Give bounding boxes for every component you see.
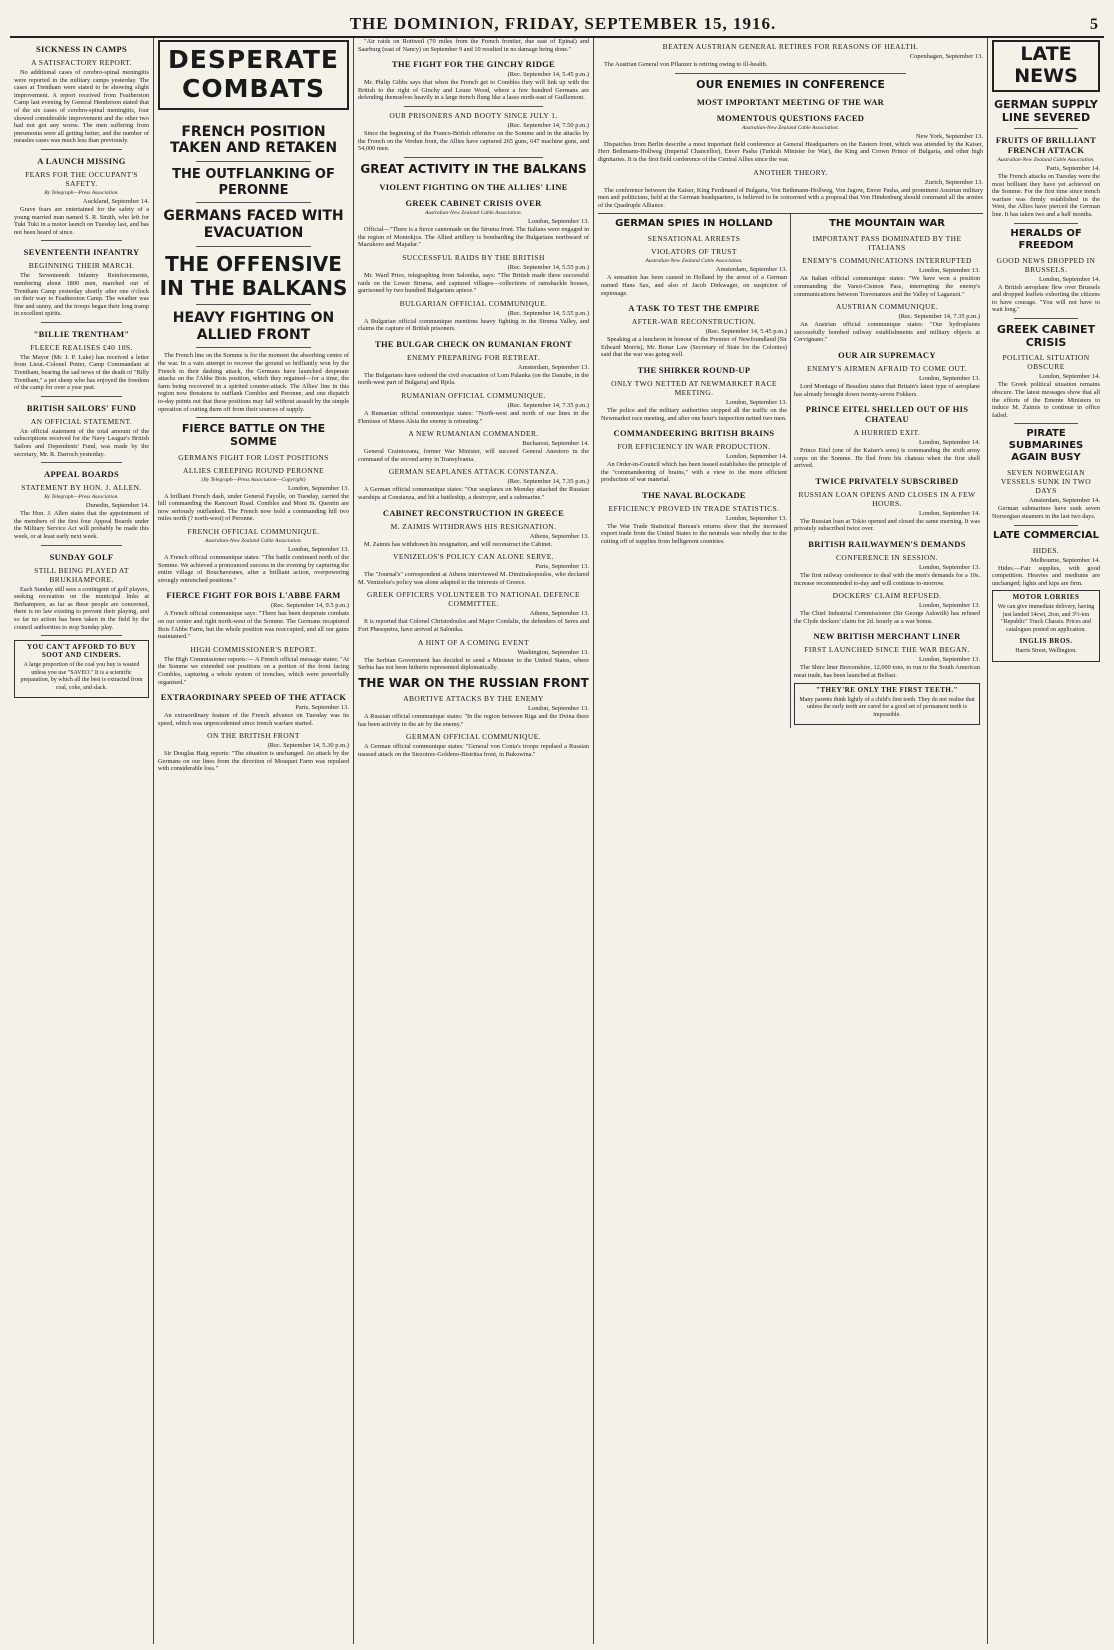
dateline: (Rec. September 14, 7.35 p.m.): [507, 478, 589, 486]
column-4: [594, 38, 988, 1644]
ad-body: A large proportion of the coal you buy is wasted unless you use "SAVEO." It is a scientific preparation, by which all the best is extracted from coal, coke, and slack.: [20, 662, 143, 691]
article-heading: THE FIGHT FOR THE GINCHY RIDGE: [391, 59, 556, 70]
divider: [404, 106, 543, 107]
article-heading: A TASK TO TEST THE EMPIRE: [628, 303, 760, 314]
headline-deck: FRENCH POSITION TAKEN AND RETAKEN: [169, 123, 338, 157]
article-body: Mr. Ward Price, telegraphing from Salonika, says: "The British made three successful raids on the Lower Struma, and captured villages—collections of ramshackle houses, garrisoned by two hundred Bulgarians apiece.": [358, 271, 589, 295]
dateline: London, September 14.: [918, 509, 980, 517]
column-3: [354, 38, 594, 1644]
ad-title: YOU CAN'T AFFORD TO BUY SOOT AND CINDERS.: [26, 643, 137, 660]
article-heading: BRITISH RAILWAYMEN'S DEMANDS: [808, 539, 966, 550]
article-subheading: GREEK CABINET CRISIS OVER: [405, 198, 542, 209]
agency-line: By Telegraph—Press Association.: [44, 494, 119, 501]
page-number: 5: [1090, 16, 1098, 33]
article-heading: THE NAVAL BLOCKADE: [642, 489, 746, 500]
dateline: London, September 13.: [725, 514, 787, 522]
article-subheading: ANOTHER THEORY.: [753, 167, 828, 177]
article-subheading: IMPORTANT PASS DOMINATED BY THE ITALIANS: [812, 234, 962, 253]
dateline: (Rec. September 14, 5.55 p.m.): [507, 263, 589, 271]
article-subheading: VIOLENT FIGHTING ON THE ALLIES' LINE: [379, 182, 568, 193]
ad-address: Harris Street, Wellington.: [1015, 648, 1077, 655]
dateline: (Rec. September 14, 5.55 p.m.): [507, 309, 589, 317]
article-body: The "Journal's" correspondent at Athens interviewed M. Dimitrakopoulos, who declared M. Venizelos's policy was alone adapted to the interests of Greece.: [358, 571, 589, 586]
dateline: London, September 13.: [918, 602, 980, 610]
dateline: Amsterdam, September 13.: [715, 266, 787, 274]
divider: [41, 396, 122, 397]
article-body: Each Sunday still sees a contingent of golf players, seeking recreation on the municipal links at Berhampore, as far as these people are concerned, there is no law existing to prevent their playing, and so far no action has been taken in the field by the council authorities to stop Sunday play.: [14, 585, 149, 631]
main-headline: DESPERATE COMBATS: [158, 40, 349, 110]
divider: [41, 462, 122, 463]
divider: [196, 417, 311, 418]
article-heading: GERMAN SUPPLY LINE SEVERED: [994, 97, 1098, 124]
divider: [196, 202, 311, 203]
dateline: London, September 14.: [725, 453, 787, 461]
dateline: Amsterdam, September 13.: [517, 363, 589, 371]
agency-line: Australian-New Zealand Cable Association.: [424, 210, 523, 217]
article-subheading: ON THE BRITISH FRONT: [207, 731, 300, 741]
article-heading: NEW BRITISH MERCHANT LINER: [813, 631, 961, 642]
article-subheading: FIRST LAUNCHED SINCE THE WAR BEGAN.: [804, 645, 970, 655]
article-subheading: FOR EFFICIENCY IN WAR PRODUCTION.: [617, 442, 771, 452]
dateline: London, September 13.: [918, 564, 980, 572]
dateline: Athens, September 13.: [529, 610, 589, 618]
dateline: (Rec. September 14, 5.45 p.m.): [507, 71, 589, 79]
dateline: Paris, September 13.: [535, 563, 589, 571]
dateline: (Rec. September 14, 5.30 p.m.): [267, 742, 349, 750]
article-body: A sensation has been caused in Holland by the arrest of a German named Hans Sax, and also of Jacob Dirkwager, on suspicion of espionage.: [601, 274, 787, 297]
article-body: A Rumanian official communique states: "North-west and north of our lines in the Flemisse of Mares Alsia the enemy is retreating.": [358, 410, 589, 425]
article-heading: THE WAR ON THE RUSSIAN FRONT: [358, 675, 589, 690]
article-body: The Serbian Government has decided to send a Minister to the United States, where Serbia has not been hitherto represented diplomatically.: [358, 656, 589, 672]
article-body: An extraordinary feature of the French advance on Tuesday was its speed, which was unprecedented since trench warfare started.: [158, 712, 349, 727]
headline-deck: GERMANS FACED WITH EVACUATION: [163, 208, 344, 242]
article-body: The first railway conference to deal with the men's demands for a 10s. increase recommended to-day and will continue to-morrow.: [794, 572, 980, 587]
split-columns: [598, 214, 983, 728]
dateline: London, September 13.: [918, 267, 980, 275]
article-subheading: M. ZAIMIS WITHDRAWS HIS RESIGNATION.: [390, 521, 557, 531]
article-heading: SUNDAY GOLF: [49, 551, 114, 562]
article-subheading: ENEMY PREPARING FOR RETREAT.: [406, 352, 541, 362]
divider: [196, 304, 311, 305]
ad-body: We can give immediate delivery, having just landed 14cwt, 2ton, and 3½-ton "Republic" Truck Chassis. Prices and catalogues posted on application.: [997, 604, 1095, 633]
divider: [404, 157, 543, 158]
article-body: An official statement of the total amount of the subscriptions received for the Navy League's British Sailors and Dependents' Fund, was made by the secretary, Mr. R. Darroch yesterday.: [14, 427, 149, 458]
dateline: London, September 14.: [1038, 373, 1100, 381]
article-subheading: GERMAN OFFICIAL COMMUNIQUE.: [406, 732, 541, 742]
agency-line: Australian-New Zealand Cable Association.: [997, 157, 1095, 164]
ad-title: "THEY'RE ONLY THE FIRST TEETH.": [816, 685, 958, 694]
article-subheading: A NEW RUMANIAN COMMANDER.: [408, 429, 539, 439]
article-body: Speaking at a luncheon in honour of the Premier of Newfoundland (Sir Edward Morris), Mr. Bonar Law (Secretary of State for the Colonies) said that the war was going well.: [601, 336, 787, 359]
dateline: New York, September 13.: [915, 132, 983, 140]
article-heading: PRINCE EITEL SHELLED OUT OF HIS CHATEAU: [805, 404, 969, 425]
dateline: Dunedin, September 14.: [85, 502, 149, 510]
article-subheading: STATEMENT BY HON. J. ALLEN.: [21, 483, 142, 493]
divider: [1014, 318, 1079, 319]
column-2: [154, 38, 354, 1644]
article-subheading: STILL BEING PLAYED AT BRUKHAMPORE.: [34, 565, 129, 584]
article-heading: A LAUNCH MISSING: [37, 155, 126, 166]
dateline: London, September 13.: [725, 398, 787, 406]
article-heading: THE BULGAR CHECK ON RUMANIAN FRONT: [375, 338, 572, 349]
article-heading: GREAT ACTIVITY IN THE BALKANS: [360, 161, 587, 176]
article-heading: SEVENTEENTH INFANTRY: [23, 247, 140, 258]
ad-advertiser: INGLIS BROS.: [1019, 637, 1073, 646]
article-body: The Bulgarians have ordered the civil evacuation of Lom Palanka (on the Danube, in the north-west part of Bulgaria) and Rjela.: [358, 371, 589, 387]
headline-deck: THE OUTFLANKING OF PERONNE: [172, 167, 335, 198]
article-heading: THE MOUNTAIN WAR: [829, 218, 945, 230]
advertisement: [14, 640, 149, 698]
dateline: (Rec. September 14, 7.50 p.m.): [507, 121, 589, 129]
dateline: (Rec. September 14, 7.35 p.m.): [898, 313, 980, 321]
late-news-banner: LATE NEWS: [992, 40, 1100, 92]
article-body: The Austrian General von Pflanzer is retiring owing to ill-health.: [604, 61, 768, 68]
article-body: A Russian official communique states: "In the region between Riga and the Dvina there has been activity in the air by the enemy.": [358, 713, 589, 728]
article-body: A brilliant French dash, under General Fayolle, on Tuesday, carried the hill commanding the Rancourt Road. Combles and Mont St. Quentin are now seriously outflanked. The French now hold a commanding hill two miles north (? north-west) of Peronne.: [158, 492, 349, 523]
dateline: Paris, September 13.: [295, 704, 349, 712]
dateline: Melbourne, September 14.: [1030, 556, 1100, 564]
article-subheading: ENEMY'S AIRMEN AFRAID TO COME OUT.: [807, 363, 967, 373]
ad-title: MOTOR LORRIES: [1012, 593, 1080, 602]
article-body: An Order-in-Council which has been issued establishes the principle of the "commandeering of brains," with a view to the more efficient production of war material.: [601, 461, 787, 484]
article-subheading: AFTER-WAR RECONSTRUCTION.: [631, 317, 757, 327]
article-subheading: ABORTIVE ATTACKS BY THE ENEMY: [403, 694, 544, 704]
article-body: An Austrian official communique states: "Our hydroplanes successfully bombed railway establishments and military objects at Cervignano.": [794, 321, 980, 344]
dateline: London, September 13.: [527, 218, 589, 226]
article-body: A French official communique says: "There has been desperate combats on our centre and right north-west of the Somme. The Germans recaptured Bois l'Abbe Farm, but the whole position was reoccupied, and all our gains maintained.": [158, 610, 349, 641]
article-body: A French official communique states: "The battle continued north of the Somme. We achieved a pronounced success in the evening by capturing the entire village of Bouchavesnes, after a brilliant action, overpowering strongly entrenched positions.": [158, 553, 349, 584]
article-subheading: SENSATIONAL ARRESTS: [647, 234, 741, 244]
article-subheading: A HURRIED EXIT.: [853, 428, 921, 438]
article-body: Since the beginning of the Franco-British offensive on the Somme and in the attacks by the French on the Verdun front, the Allies have captured 265 guns, 647 machine guns, and 54,000 men.: [358, 129, 589, 153]
agency-line: Australian-New Zealand Cable Association.: [645, 258, 743, 265]
article-subheading: HIGH COMMISSIONER'S REPORT.: [190, 644, 317, 654]
article-heading: APPEAL BOARDS: [44, 469, 119, 480]
sub-column-right: [791, 214, 983, 728]
article-heading: HERALDS OF FREEDOM: [1010, 227, 1082, 251]
article-body: The Shire liner Breconshire, 12,000 tons, to run to the South American meat trade, has been launched at Belfast.: [794, 664, 980, 680]
dateline: London, September 13.: [287, 484, 349, 492]
ad-body: Many parents think lightly of a child's first teeth. They do not realise that unless the early teeth are cared for a good set of permanent teeth is impossible.: [799, 696, 975, 718]
dateline: Auckland, September 14.: [82, 197, 149, 205]
article-subheading: ALLIES CREEPING ROUND PERONNE: [183, 465, 324, 475]
dateline: London, September 14.: [1038, 275, 1100, 283]
divider: [1014, 423, 1079, 424]
masthead-title: THE DOMINION, FRIDAY, SEPTEMBER 15, 1916.: [349, 14, 777, 33]
article-subheading: BEGINNING THEIR MARCH.: [28, 261, 135, 271]
agency-line: By Telegraph—Press Association.: [44, 189, 119, 196]
headline-deck: THE OFFENSIVE IN THE BALKANS: [159, 251, 348, 300]
divider: [1014, 128, 1079, 129]
dateline: Copenhagen, September 13.: [909, 53, 983, 60]
article-body: The War Trade Statistical Bureau's returns show that the increased export trade from the United States to the neutrals was wholly due to the cutting off of supplies from belligerent countries.: [601, 522, 787, 546]
dateline: Washington, September 13.: [517, 648, 589, 656]
article-subheading: CONFERENCE IN SESSION.: [836, 553, 938, 563]
article-heading: TWICE PRIVATELY SUBSCRIBED: [815, 475, 959, 486]
article-heading: OUR AIR SUPREMACY: [838, 349, 936, 360]
dateline: London, September 13.: [918, 656, 980, 664]
article-heading: COMMANDEERING BRITISH BRAINS: [613, 428, 775, 439]
article-subheading: FLEECE REALISES £40 10S.: [30, 342, 133, 352]
article-subheading: FRUITS OF BRILLIANT FRENCH ATTACK: [995, 135, 1097, 156]
article-subheading: ONLY TWO NETTED AT NEWMARKET RACE MEETING.: [611, 378, 777, 397]
article-body: General Crainiceanu, former War Minister, will succeed General Anestoro in the command of the second army in Transylvania.: [358, 448, 589, 463]
dateline: London, September 13.: [287, 545, 349, 553]
divider: [41, 240, 122, 241]
article-subheading: GERMAN SEAPLANES ATTACK CONSTANZA.: [388, 467, 559, 477]
agency-line: Australian-New Zealand Cable Association.: [204, 537, 303, 544]
sub-column-left: [598, 214, 791, 728]
article-body: Hides.—Fair supplies, with good competition. Heavies and mediums are unchanged; lights and kips are firm.: [992, 564, 1100, 587]
article-body: Sir Douglas Haig reports: "The situation is unchanged. An attack by the Germans on our lines from the direction of Mouquet Farm was repulsed with considerable loss.": [158, 750, 349, 773]
article-heading: CABINET RECONSTRUCTION IN GREECE: [382, 507, 565, 518]
article-subheading: GERMANS FIGHT FOR LOST POSITIONS: [178, 452, 329, 462]
article-body: Grave fears are entertained for the safety of a young married man named S. R. Smith, who left for Tuki Tuki in a motor launch on Tuesday last, and has not been heard of since.: [14, 205, 149, 236]
article-body: A Bulgarian official communique mentions heavy fighting in the Struma Valley, and claims the capture of British prisoners.: [358, 317, 589, 333]
article-heading: PIRATE SUBMARINES AGAIN BUSY: [1008, 428, 1084, 464]
article-subheading: BEATEN AUSTRIAN GENERAL RETIRES FOR REASONS OF HEALTH.: [662, 42, 919, 51]
article-body: The Hon. J. Allen states that the appointment of the members of the first four Appeal Boards under the Military Service Act will probably be made this week, or at least early next week.: [14, 510, 149, 540]
article-body: The police and the military authorities stopped all the traffic on the Newmarket race meeting, and after one hour's inspection netted two men.: [601, 406, 787, 422]
article-heading: BRITISH SAILORS' FUND: [26, 402, 137, 413]
article-subheading: RUSSIAN LOAN OPENS AND CLOSES IN A FEW HOURS.: [798, 489, 976, 508]
dateline: Zurich, September 13.: [924, 178, 983, 186]
article-subheading: GREEK OFFICERS VOLUNTEER TO NATIONAL DEFENCE COMMITTEE.: [367, 590, 580, 609]
agency-line: Australian-New Zealand Cable Association.: [741, 124, 840, 131]
dateline: London, September 13.: [918, 374, 980, 382]
article-heading: GREEK CABINET CRISIS: [996, 323, 1096, 350]
divider: [41, 635, 122, 636]
article-subheading: FRENCH OFFICIAL COMMUNIQUE.: [187, 526, 320, 536]
headline-deck: HEAVY FIGHTING ON ALLIED FRONT: [172, 309, 335, 343]
advertisement: [794, 683, 980, 726]
article-body: An Italian official communique states: "We have won a position commanding the Vanoi-Cismon Pass, interrupting the enemy's communications between Travenanzes and the Valley of Lagazuoi.": [794, 275, 980, 298]
article-subheading: VENIZELOS'S POLICY CAN ALONE SERVE.: [393, 552, 554, 562]
article-body: No additional cases of cerebro-spinal meningitis were reported in the military camps yesterday. The cases at Trentham were stated to be showing slight improvement. A report received from Featherston Camp last evening by General Henderson stated that of the six cases of cerebro-spinal meningitis, four showed considerable improvement and the other two had not got any worse. The men suffering from pneumonia were all getting better, and the number of measles cases was much less than previously.: [14, 69, 149, 145]
dateline: (Rec. September 14, 9.5 p.m.): [270, 602, 349, 610]
article-subheading: BULGARIAN OFFICIAL COMMUNIQUE.: [399, 298, 548, 308]
dateline: (Rec. September 14, 5.45 p.m.): [705, 328, 787, 336]
article-subheading: AUSTRIAN COMMUNIQUE.: [835, 302, 939, 312]
masthead: [10, 8, 1104, 38]
dateline: (Rec. September 14, 7.35 p.m.): [507, 402, 589, 410]
article-subheading: MOMENTOUS QUESTIONS FACED: [716, 112, 865, 123]
columns: [10, 38, 1104, 1644]
article-subheading: SEVEN NORWEGIAN VESSELS SUNK IN TWO DAYS: [1000, 468, 1092, 496]
article-subheading: SUCCESSFUL RAIDS BY THE BRITISH: [402, 252, 545, 262]
article-subheading: A HINT OF A COMING EVENT: [418, 637, 529, 647]
article-subheading: MOST IMPORTANT MEETING OF THE WAR: [696, 96, 885, 107]
dateline: London, September 13.: [527, 705, 589, 713]
article-subheading: DOCKERS' CLAIM REFUSED.: [832, 591, 942, 601]
dateline: Paris, September 14.: [1046, 165, 1100, 173]
article-heading: FIERCE BATTLE ON THE SOMME: [181, 422, 326, 449]
article-body: The Greek political situation remains obscure. The latest messages show that all the efforts of the Entente Ministers to induce M. Zaimis to continue in office failed.: [992, 381, 1100, 419]
article-body: The French attacks on Tuesday were the most brilliant they have yet achieved on the Somme. For the first time since trench warfare was firmly established in the West, the Allies have pierced the German line. It has taken two and a half months.: [992, 173, 1100, 219]
article-subheading: AN OFFICIAL STATEMENT.: [30, 416, 133, 426]
article-body: The Mayor (Mr. J. P. Luke) has received a letter from Lieut.-Colonel Potter, Camp Commandant at Trentham, bearing the sad news of the death of "Billy Trentham," a pet sheep who has enjoyed the freedom of the camp for over a year past.: [14, 353, 149, 392]
article-body: Prince Eitel (one of the Kaiser's sons) is commanding the sixth army corps on the Somme. He fled from his chateau when the first shell arrived.: [794, 447, 980, 470]
divider: [196, 347, 311, 348]
article-body: Dispatches from Berlin describe a most important field conference at General Headquarters on the Eastern front, which was attended by the Kaiser, Herr Bethmann-Hollweg (Imperial Chancellor), Enver Pasha (Turkish Minister for War), the King and Crown Prince of Bulgaria, and other high dignitaries. It is the first field conference of the Central Allies since the war.: [598, 140, 983, 163]
article-subheading: A SATISFACTORY REPORT.: [31, 58, 132, 67]
article-heading: SICKNESS IN CAMPS: [35, 44, 128, 54]
article-body: "Air raids on Rottweil (70 miles from the French frontier, due east of Epinal) and Saarburg (east of Nancy) on September 9 and 10 resulted in no damage being done.": [358, 38, 589, 53]
divider: [196, 246, 311, 247]
article-body: A German official communique states: "General von Conta's troops repulsed a Russian massed attack on the Siezotrez-Goldeno-Bistritsa front, in Bukowina.": [358, 743, 589, 758]
divider: [41, 322, 122, 323]
advertisement: [992, 590, 1100, 662]
article-subheading: ENEMY'S COMMUNICATIONS INTERRUPTED: [802, 256, 972, 266]
dateline: Bucharest, September 14.: [522, 440, 589, 448]
dateline: London, September 14.: [918, 439, 980, 447]
article-body: Mr. Philip Gibbs says that when the French get to Combles they will link up with the British to the right of Ginchy and Leuze Wood, where a few hundred Germans are defending themselves heavily in a large trench flung like a lasso north-east of Guillemont.: [358, 79, 589, 102]
article-heading: EXTRAORDINARY SPEED OF THE ATTACK: [160, 692, 347, 703]
article-subheading: EFFICIENCY PROVED IN TRADE STATISTICS.: [608, 503, 780, 513]
article-heading: "BILLIE TRENTHAM": [33, 328, 130, 339]
article-body: The conference between the Kaiser, King Ferdinand of Bulgaria, Von Bethmann-Hollweg, Von Jagow, Enver Pasha, and prominent Austrian military men and politicians, held at the German headquarters, is believed to be concerned with a proposal that Von Hindenburg should command all the armies of the Quadruple Alliance.: [598, 186, 983, 209]
divider: [675, 73, 906, 74]
article-body: A German official communique states: "Our seaplanes on Monday attacked the Russian warships at Constanza, and hit a battleship, a destroyer, and a submarine.": [358, 486, 589, 502]
article-body: M. Zaimis has withdrawn his resignation, and will reconstruct the Cabinet.: [364, 540, 553, 548]
divider: [1014, 223, 1079, 224]
article-heading: LATE COMMERCIAL: [993, 529, 1099, 541]
article-body: The Chief Industrial Commissioner (Sir George Askwith) has refused the Clyde dockers' claim for 2d. hourly as a war bonus.: [794, 610, 980, 625]
article-body: German submarines have sunk seven Norwegian steamers in the last two days.: [992, 505, 1100, 520]
article-body: Lord Montagu of Beaulieu states that Britain's latest type of aeroplane has already brought down twenty-seven Fokkers.: [794, 382, 980, 398]
article-heading: GERMAN SPIES IN HOLLAND: [615, 218, 773, 230]
article-heading: FIERCE FIGHT FOR BOIS L'ABBE FARM: [166, 590, 341, 601]
article-body: It is reported that Colonel Christodoulos and Major Condalis, the defenders of Seres and Fort Phesopetra, have arrived at Salonika.: [358, 618, 589, 634]
column-1: [10, 38, 154, 1644]
article-subheading: POLITICAL SITUATION OBSCURE: [1002, 353, 1090, 372]
article-subheading: RUMANIAN OFFICIAL COMMUNIQUE.: [401, 391, 546, 401]
article-body: Official—"There is a fierce cannonade on the Struma front. The Italians were engaged in the region of Montokjos. The Allied artillery is bombarding the Bulgarians northward of Mazukoro and Majadar.": [358, 226, 589, 249]
divider: [41, 545, 122, 546]
divider: [1014, 525, 1079, 526]
dateline: Amsterdam, September 14.: [1028, 497, 1100, 505]
article-body: The High Commissioner reports:— A French official message states: "At the Somme we extended our positions on a portion of the front facing Combles, capturing a whole system of trenches, which were powerfully organised.": [158, 655, 349, 686]
divider: [196, 161, 311, 162]
article-subheading: HIDES.: [1032, 545, 1060, 555]
article-heading: THE SHIRKER ROUND-UP: [637, 364, 751, 375]
column-late-news: [988, 38, 1104, 1644]
article-body: The Russian loan at Tokio opened and closed the same morning. It was privately subscribed twice over.: [794, 517, 980, 533]
article-heading: OUR ENEMIES IN CONFERENCE: [696, 77, 885, 91]
dateline: Athens, September 13.: [529, 532, 589, 540]
article-body: The Seventeenth Infantry Reinforcements, numbering about 1800 men, marched out of Trentham Camp yesterday shortly after one o'clock on their way to Featherston Camp. The weather was fine and sunny, and the troops began their long tramp in excellent spirits.: [14, 272, 149, 318]
divider: [41, 149, 122, 150]
article-subheading: GOOD NEWS DROPPED IN BRUSSELS.: [996, 255, 1096, 274]
agency-line: (By Telegraph—Press Association—Copyright): [201, 476, 306, 483]
article-subheading: VIOLATORS OF TRUST: [651, 247, 737, 257]
lead-paragraph: The French line on the Somme is for the moment the absorbing centre of the war. In a vain attempt to recover the ground so brilliantly won by the French in their dashing attack, the Germans have launched desperate attacks on the l'Abbe Bois position, which they regained—for a time, the farm being recovered in a spirited counter-attack. The Allies' line in this region now threatens to outflank Combles and Peronne, and one dispatch to-day points out that these positions may fall without assault by the simple operation of cutting them off from their sources of supply.: [158, 352, 349, 413]
article-body: A British aeroplane flew over Brussels and dropped leaflets exhorting the citizens to have courage. "You will not have to wait long.": [992, 283, 1100, 314]
article-subheading: FEARS FOR THE OCCUPANT'S SAFETY.: [25, 169, 138, 188]
article-subheading: OUR PRISONERS AND BOOTY SINCE JULY 1.: [389, 110, 558, 120]
